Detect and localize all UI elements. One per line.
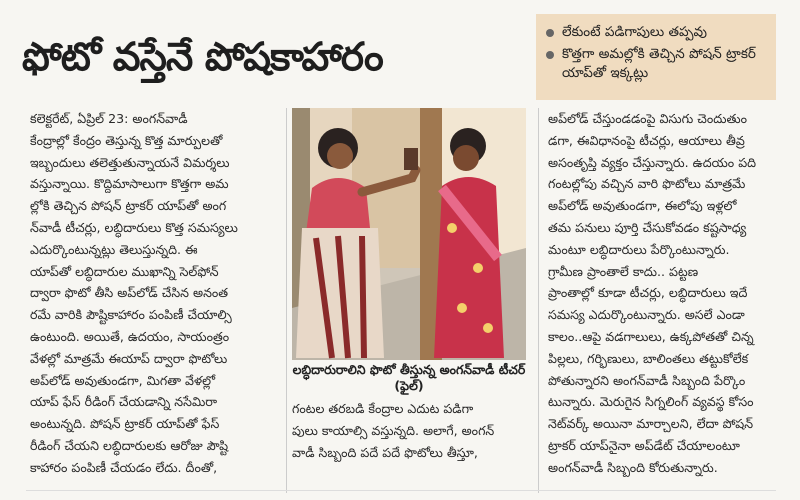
text-line: గంటల తరబడి కేంద్రాల ఎదుట పడిగా — [292, 401, 474, 416]
text-line: మంటూ లబ్ధిదారులు పేర్కొంటున్నారు. — [548, 241, 730, 257]
bottom-rule — [26, 490, 776, 491]
text-line: డగా, ఈవిధానంపై టీచర్లు, ఆయాలు తీవ్ర — [548, 132, 745, 148]
text-line: ప్రాంతాల్లో కూడా టీచర్లు, లబ్ధిదారులు ఇదే — [548, 285, 748, 301]
text-line: అంటున్నది. పోషన్‌ ట్రాకర్‌ యాప్‌తో ఫేస్‌ — [30, 416, 220, 432]
text-line: యాప్‌తో లబ్ధిదారుల ముఖాన్ని సెల్‌ఫోన్‌ — [30, 263, 219, 279]
highlight-item — [546, 23, 766, 42]
text-line: వాడీ సిబ్బంది పదే పదే ఫొటోలు తీస్తూ, — [292, 444, 478, 460]
column-divider — [286, 108, 287, 493]
highlight-text: లేకుంటే పడిగాపులు తప్పవు — [562, 24, 707, 40]
text-line: కేంద్రాల్లో కేంద్రం తెస్తున్న కొత్త మార్పులతో — [30, 132, 223, 148]
headline: ఫోటో వస్తేనే పోషకాహారం — [22, 35, 383, 80]
text-line: నెట్‌వర్క్‌ అయినా మార్చాలని, లేదా పోషన్‌ — [548, 416, 754, 432]
text-line: అప్‌లోడ్‌ అవుతుండగా, మిగతా వేళల్లో — [30, 372, 216, 388]
text-line: కలెక్టరేట్‌, ఏప్రిల్‌ 23: అంగన్‌వాడీ — [30, 111, 188, 126]
text-line: టున్నారు. మెరుగైన సిగ్నలింగ్‌ వ్యవస్థ కోసం — [548, 394, 754, 410]
article-column-2 — [292, 398, 530, 490]
photo-caption: లబ్ధిదారురాలిని ఫొటో తీస్తున్న అంగన్‌వాడీ టీచర్‌ (ఫైల్‌) — [292, 362, 526, 393]
text-line: గ్రామీణ ప్రాంతాలే కాదు.. పట్టణ — [548, 263, 699, 279]
text-line: పోతున్నారని అంగన్‌వాడీ సిబ్బంది పేర్కొం — [548, 372, 746, 388]
text-line: తమ పనులు పూర్తి చేసుకోవడం కష్టసాధ్య — [548, 219, 747, 235]
bullet-icon — [546, 51, 554, 59]
text-line: వేళల్లో మాత్రమే ఈయాప్‌ ద్వారా ఫొటోలు — [30, 350, 228, 366]
photo-illustration — [292, 108, 526, 360]
text-line: అసంతృప్తి వ్యక్తం చేస్తున్నారు. ఉదయం పది — [548, 154, 757, 170]
text-line: సమస్య ఎదుర్కొంటున్నారు. అసలే ఎండా — [548, 307, 745, 323]
bullet-icon — [546, 29, 554, 37]
text-line: రీడింగ్‌ చేయని లబ్ధిదారులకు ఆరోజు పౌష్టి — [30, 437, 229, 453]
text-line: అప్‌లోడ్‌ చేస్తుండడంపై విసుగు చెందుతుం — [548, 111, 748, 126]
column-divider — [538, 108, 539, 493]
text-line: అప్‌లోడ్‌ అవుతుండగా, ఈలోపు ఇళ్లలో — [548, 198, 737, 214]
text-line: కాలం..ఆపై వడగాలులు, ఉక్కపోతతో చిన్న — [548, 328, 754, 344]
text-line: ట్రాకర్‌ యాప్‌నైనా అప్‌డేట్‌ చేయాలంటూ — [548, 437, 740, 453]
highlight-text: కొత్తగా అమల్లోకి తెచ్చిన పోషన్ ట్రాకర్ యాప్‌తో ఇక్కట్లు — [562, 46, 756, 81]
text-line: అంగన్‌వాడీ సిబ్బంది కోరుతున్నారు. — [548, 459, 718, 475]
text-line: యాప్‌ ఫేస్‌ రీడింగ్‌ చేయడాన్ని నసేమిరా — [30, 394, 218, 410]
article-column-3 — [548, 108, 780, 488]
article-column-1 — [30, 108, 280, 488]
highlights-box — [536, 14, 776, 100]
text-line: పులు కాయాల్సి వస్తున్నది. అలాగే, అంగన్‌ — [292, 422, 495, 438]
text-line: ఉంటుంది. అయితే, ఉదయం, సాయంత్రం — [30, 328, 230, 344]
text-line: గంటల్లోపు వచ్చిన వారి ఫొటోలు మాత్రమే — [548, 176, 746, 192]
text-line: వస్తున్నాయి. కొద్దిమాసాలుగా కొత్తగా అమ — [30, 176, 229, 192]
news-photo — [292, 108, 526, 360]
text-line: రమే వారికి పౌష్టికాహారం పంపిణీ చేయాల్సి — [30, 307, 232, 323]
highlight-item — [546, 45, 766, 83]
text-line: ద్వారా ఫొటో తీసి అప్‌లోడ్‌ చేసిన అనంత — [30, 285, 229, 301]
text-line: పిల్లలు, గర్భిణులు, బాలింతలు తట్టుకోలేక — [548, 350, 749, 366]
text-line: ఎదుర్కొంటున్నట్లు తెలుస్తున్నది. ఈ — [30, 241, 198, 257]
text-line: కాహారం పంపిణీ చేయడం లేదు. దీంతో, — [30, 459, 218, 475]
text-line: న్‌వాడీ టీచర్లు, లబ్ధిదారులు కొత్త సమస్యలు — [30, 219, 238, 235]
text-line: ఇబ్బందులు తలెత్తుతున్నాయనే విమర్శలు — [30, 154, 230, 170]
text-line: ల్లోకి తెచ్చిన పోషన్‌ ట్రాకర్‌ యాప్‌తో అంగ — [30, 198, 227, 214]
